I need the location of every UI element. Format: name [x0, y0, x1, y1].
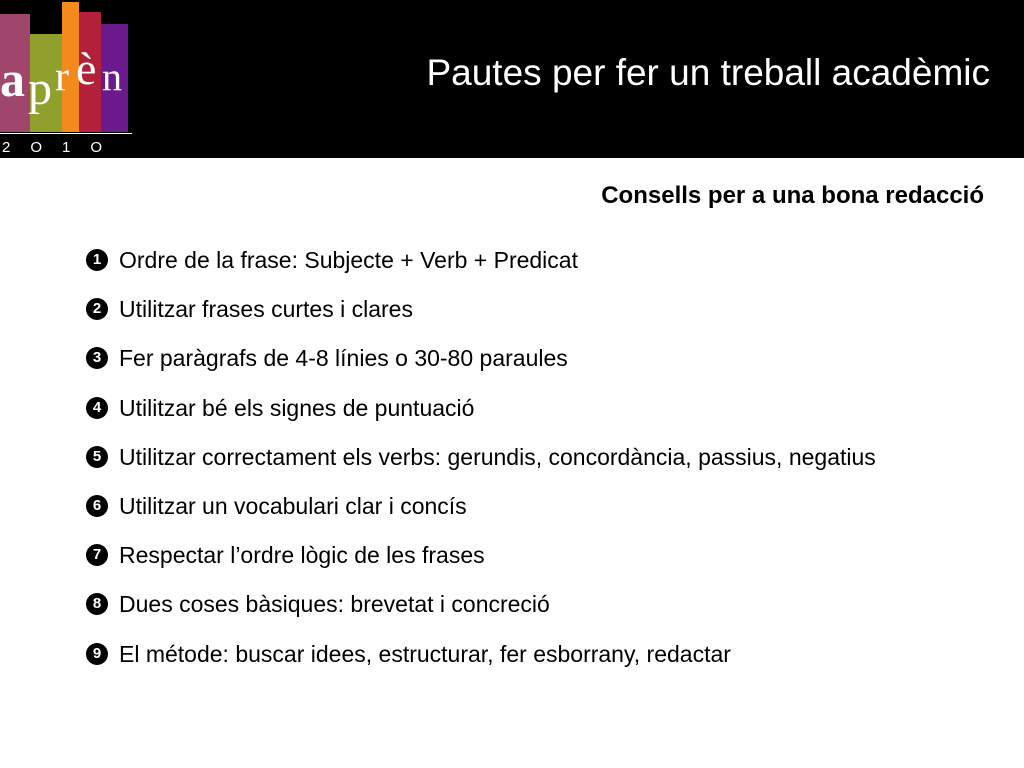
number-badge-icon: 8	[86, 593, 108, 615]
svg-text:p: p	[28, 62, 52, 115]
page-title: Pautes per fer un treball acadèmic	[426, 52, 990, 93]
list-item-text: Utilitzar un vocabulari clar i concís	[119, 492, 467, 519]
section-subtitle: Consells per a una bona redacció	[601, 182, 984, 209]
number-badge-icon: 3	[86, 347, 108, 369]
advice-list	[86, 248, 1006, 691]
list-item-text: Ordre de la frase: Subjecte + Verb + Predicat	[119, 247, 578, 273]
list-item	[86, 346, 1006, 395]
number-badge-icon: 6	[86, 495, 108, 517]
list-item-text: Utilitzar bé els signes de puntuació	[119, 394, 475, 421]
svg-text:2O1O: 2O1O	[2, 139, 123, 156]
list-item	[86, 494, 1006, 543]
header-bar	[0, 0, 1024, 158]
list-item-text: Respectar l’ordre lògic de les frases	[119, 542, 485, 569]
svg-text:a: a	[0, 51, 25, 107]
number-badge-icon: 9	[86, 643, 108, 665]
list-item-text: Fer paràgrafs de 4-8 línies o 30-80 paraules	[119, 345, 568, 372]
list-item	[86, 396, 1006, 445]
list-item	[86, 592, 1006, 641]
list-item	[86, 297, 1006, 346]
list-item	[86, 642, 1006, 691]
svg-text:n: n	[102, 54, 122, 99]
number-badge-icon: 7	[86, 544, 108, 566]
svg-text:è: è	[76, 43, 97, 94]
number-badge-icon: 2	[86, 298, 108, 320]
list-item	[86, 543, 1006, 592]
apren-logo	[0, 0, 132, 158]
list-item-text: Utilitzar frases curtes i clares	[119, 296, 413, 323]
list-item	[86, 248, 1006, 297]
list-item-text: El métode: buscar idees, estructurar, fer esborrany, redactar	[119, 640, 731, 667]
number-badge-icon: 1	[86, 249, 108, 271]
number-badge-icon: 5	[86, 446, 108, 468]
list-item-text: Utilitzar correctament els verbs: gerundis, concordància, passius, negatius	[119, 443, 876, 470]
list-item-text: Dues coses bàsiques: brevetat i concreció	[119, 591, 550, 618]
list-item	[86, 445, 1006, 494]
logo-graphic	[0, 0, 132, 158]
svg-text:r: r	[55, 54, 69, 100]
number-badge-icon: 4	[86, 397, 108, 419]
